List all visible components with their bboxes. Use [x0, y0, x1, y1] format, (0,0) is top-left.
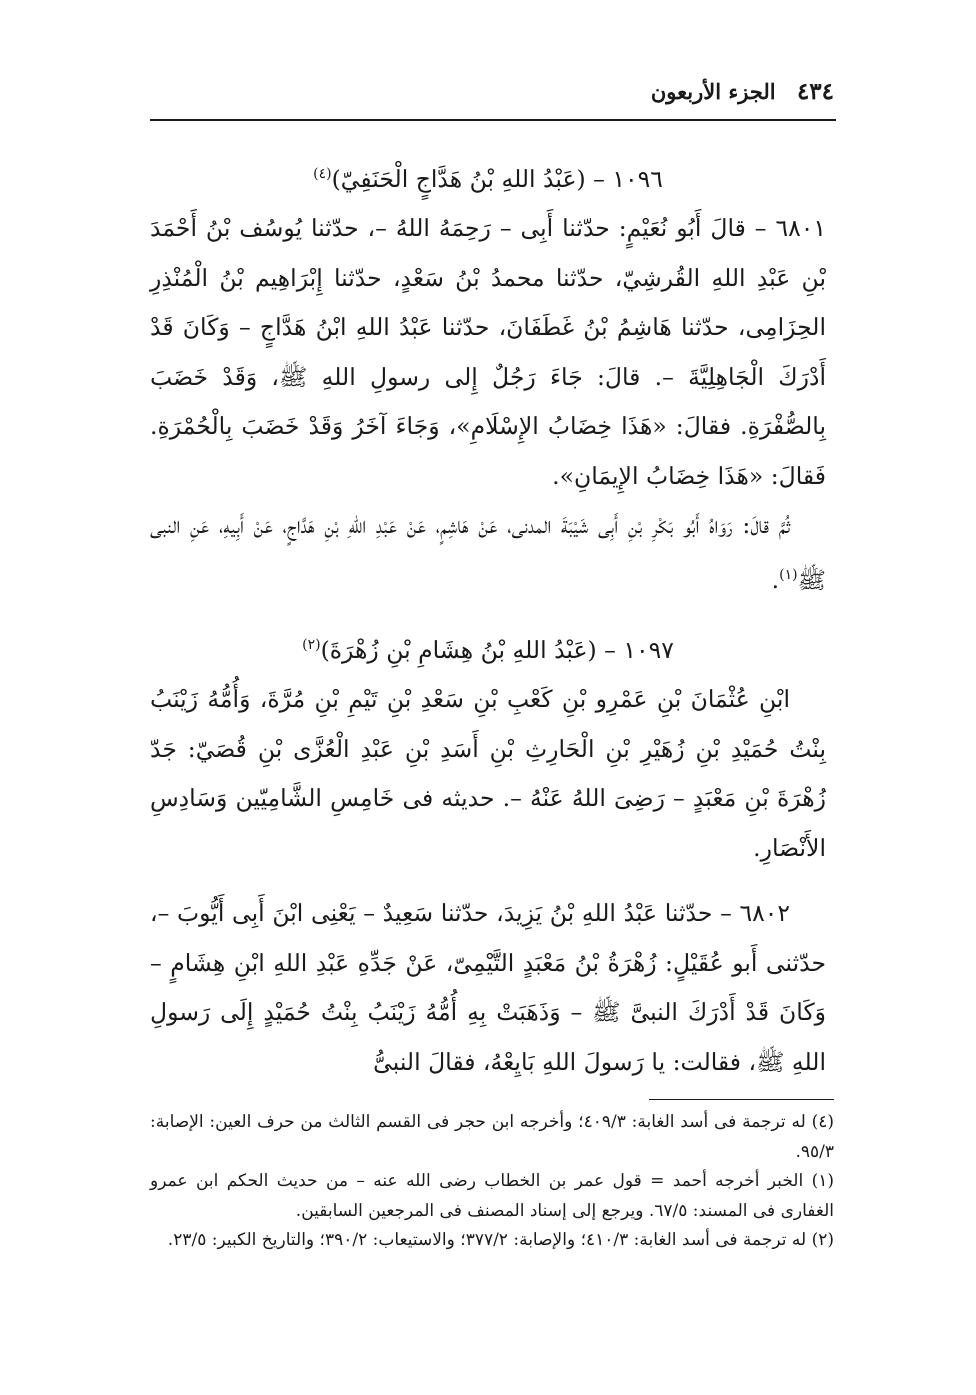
entry-heading-1097-text: ١٠٩٧ – (عَبْدُ اللهِ بْنُ هِشَامِ بْنِ زُهْرَةَ) — [320, 635, 674, 664]
entry-heading-1096-text: ١٠٩٦ – (عَبْدُ اللهِ بْنُ هَدَّاجٍ الْحَنَفِيّ) — [331, 164, 663, 193]
footnote-rule — [649, 1099, 834, 1100]
volume-title: الجزء الأربعون — [650, 79, 776, 104]
entry-heading-1097 — [150, 621, 826, 675]
running-head — [150, 78, 834, 118]
biography-1097: ابْنِ عُثْمَانَ بْنِ عَمْرِو بْنِ كَعْبِ بْنِ سَعْدِ بْنِ تَيْمِ بْنِ مُرَّةَ، وَأُمُّهُ زَيْنَبُ بِنْتُ حُمَيْدِ بْنِ زُهَيْرِ بْنِ الْحَارِثِ بْنِ أَسَدِ بْنِ عَبْدِ الْعُزَّى بْنِ قُصَيّ: جَدّ زُهْرَةَ بْنِ مَعْبَدٍ – رَضِىَ اللهُ عَنْهُ –. حديثه فى خَامِسِ الشَّامِيّين وَسَادِسِ الأَنْصَارِ. — [150, 685, 826, 862]
main-text — [150, 150, 826, 1087]
section-gap — [150, 873, 826, 889]
footnote-4: (٤) له ترجمة فى أسد الغابة: ٤٠٩/٣؛ وأخرجه ابن حجر فى القسم الثالث من حرف العين: الإصابة: ٩٥/٣. — [150, 1112, 834, 1162]
footnote-2: (٢) له ترجمة فى أسد الغابة: ٤١٠/٣؛ والإصابة: ٣٧٧/٢؛ والاستيعاب: ٣٩٠/٢؛ والتاريخ الكبير: ٢٣/٥. — [167, 1230, 834, 1250]
page-number: ٤٣٤ — [796, 78, 834, 105]
hadith-6801-takhrij-end: . — [771, 565, 780, 594]
hadith-6801-takhrij — [150, 501, 826, 605]
footnote-ref-4: (٤) — [313, 166, 332, 182]
hadith-6801-takhrij-text: ثُمَّ قالَ: رَوَاهُ أَبُو بَكْرِ بْنِ أَبِى شَيْبَةَ المدنى، عَنْ هَاشِمٍ، عَنْ عَبْدِ اللهِ بْنِ هَدَّاجٍ، عَنْ أَبِيهِ، عَنِ النبى ﷺ — [150, 511, 826, 594]
footnote-1: (١) الخبر أخرجه أحمد = قول عمر بن الخطاب رضى الله عنه – من حديث الحكم ابن عمرو الغفارى فى المسند: ٦٧/٥. ويرجع إلى إسناد المصنف فى المرجعين السابقين. — [150, 1171, 834, 1221]
footnote-ref-1: (١) — [779, 566, 798, 583]
footnotes — [150, 1108, 834, 1256]
entry-heading-1096 — [150, 150, 826, 204]
header-rule — [150, 119, 836, 121]
section-gap — [150, 605, 826, 621]
footnote-ref-2: (٢) — [302, 637, 321, 654]
hadith-6801: ٦٨٠١ – قالَ أَبُو نُعَيْمٍ: حدّثنا أَبِى – رَحِمَهُ اللهُ –، حدّثنا يُوسُف بْنُ أَحْمَدَ بْنِ عَبْدِ اللهِ القُرشِيّ، حدّثنا محمدُ بْنُ سَعْدٍ، حدّثنا إِبْرَاهِيم بْنُ الْمُنْذِرِ الحِزَامِى، حدّثنا هَاشِمُ بْنُ غَطَفَانَ، حدّثنا عَبْدُ اللهِ ابْنُ هَدَّاجٍ – وَكَانَ قَدْ أَدْرَكَ الْجَاهِلِيَّةَ –. قالَ: جَاءَ رَجُلٌ إِلى رسولِ اللهِ ﷺ، وَقَدْ خَضَبَ بِالصُّفْرَةِ. فقالَ: «هَذَا خِضَابُ الإِسْلَامِ»، وَجَاءَ آخَرُ وَقَدْ خَضَبَ بِالْحُمْرَةِ. فَقالَ: «هَذَا خِضَابُ الإِيمَانِ». — [150, 214, 826, 490]
hadith-6802: ٦٨٠٢ – حدّثنا عَبْدُ اللهِ بْنُ يَزِيدَ، حدّثنا سَعِيدٌ – يَعْنِى ابْنَ أَبِى أَيُّوبَ –، حدّثنى أَبو عُقَيْلٍ: زُهْرَةُ بْنُ مَعْبَدٍ التَّيْمِىّ، عَنْ جَدِّهِ عَبْدِ اللهِ ابْنِ هِشَامٍ – وَكَانَ قَدْ أَدْرَكَ النبىَّ ﷺ – وَذَهَبَتْ بِهِ أُمُّهُ زَيْنَبُ بِنْتُ حُمَيْدٍ إِلَى رَسولِ اللهِ ﷺ، فقالت: يا رَسولَ اللهِ بَايِعْهُ، فقالَ النبىُّ — [150, 899, 826, 1076]
